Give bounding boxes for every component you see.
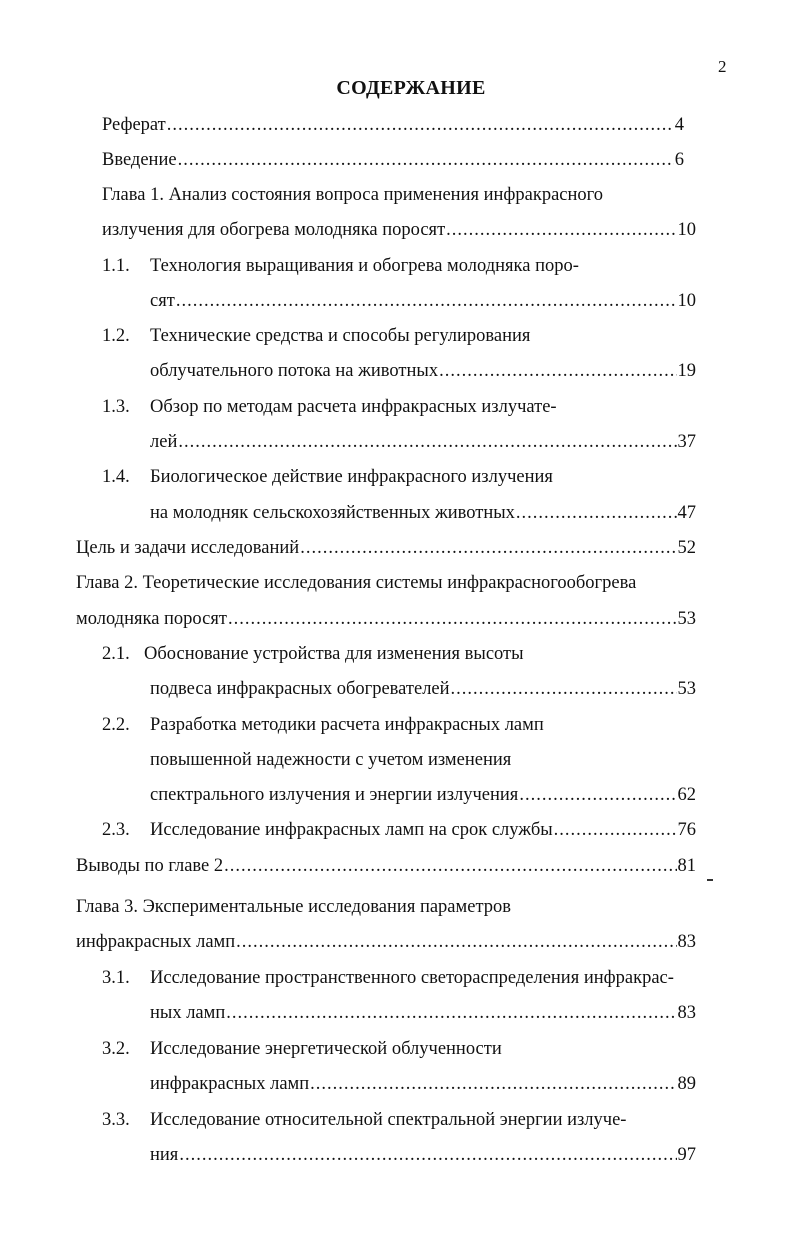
- toc-chapter-1: [102, 218, 696, 242]
- toc-entry-text: спектрального излучения и энергии излучения: [150, 785, 519, 805]
- toc-section-2-2: [150, 783, 696, 807]
- toc-entry-text: лей: [150, 432, 178, 452]
- toc-section-1-3-line1: Обзор по методам расчета инфракрасных излучате-: [150, 397, 557, 417]
- toc-section-number: 3.2.: [102, 1039, 130, 1059]
- toc-entry-text: инфракрасных ламп: [150, 1074, 310, 1094]
- toc-page-number: 89: [677, 1074, 696, 1094]
- toc-entry-text: Выводы по главе 2: [76, 856, 224, 876]
- toc-chapter-3: [76, 930, 696, 954]
- toc-leader: [516, 501, 677, 525]
- toc-entry-text: излучения для обогрева молодняка поросят: [102, 220, 446, 240]
- toc-page-number: 62: [677, 785, 696, 805]
- page-title: СОДЕРЖАНИЕ: [336, 77, 486, 99]
- toc-chapter-1-line1: Глава 1. Анализ состояния вопроса применения инфракрасного: [102, 185, 604, 205]
- toc-entry-goal: [76, 536, 696, 560]
- toc-page-number: 52: [677, 538, 696, 558]
- toc-entry-text: Реферат: [102, 115, 166, 135]
- toc-section-3-3: [150, 1143, 696, 1167]
- toc-chapter-3-line1: Глава 3. Экспериментальные исследования параметров: [76, 897, 511, 917]
- toc-section-3-1: [150, 1001, 696, 1025]
- toc-section-1-3: [150, 430, 696, 454]
- toc-section-number: 3.3.: [102, 1110, 130, 1130]
- toc-entry-text: ния: [150, 1145, 179, 1165]
- toc-page-number: 97: [677, 1145, 696, 1165]
- toc-leader: [178, 148, 674, 172]
- toc-section-2-1: [150, 677, 696, 701]
- toc-section-2-2-line2: повышенной надежности с учетом изменения: [150, 750, 512, 770]
- toc-section-1-4: [150, 501, 696, 525]
- toc-leader: [310, 1072, 676, 1096]
- toc-section-1-2-line1: Технические средства и способы регулирования: [150, 326, 531, 346]
- toc-section-2-2-line1: Разработка методики расчета инфракрасных ламп: [150, 715, 544, 735]
- toc-section-1-1: [150, 289, 696, 313]
- toc-entry-text: подвеса инфракрасных обогревателей: [150, 679, 450, 699]
- toc-page-number: 81: [677, 856, 696, 876]
- toc-entry-text: на молодняк сельскохозяйственных животных: [150, 503, 515, 523]
- toc-entry-text: молодняка поросят: [76, 609, 227, 629]
- toc-entry-text: сят: [150, 291, 175, 311]
- toc-section-1-2: [150, 359, 696, 383]
- toc-entry-text: Исследование инфракрасных ламп на срок службы: [150, 820, 553, 840]
- toc-page-number: 10: [677, 291, 696, 311]
- toc-entry-referat: [102, 113, 684, 137]
- toc-leader: [178, 430, 676, 454]
- toc-leader: [300, 536, 676, 560]
- toc-section-3-2-line1: Исследование энергетической облученности: [150, 1039, 502, 1059]
- toc-section-number: 3.1.: [102, 968, 130, 988]
- toc-section-number: 1.1.: [102, 256, 130, 276]
- toc-section-number: 1.2.: [102, 326, 130, 346]
- toc-section-3-1-line1: Исследование пространственного светораспределения инфракрас-: [150, 968, 674, 988]
- toc-entry-text: Введение: [102, 150, 177, 170]
- toc-leader: [236, 930, 676, 954]
- toc-entry-conclusions-2: [76, 854, 696, 878]
- toc-section-2-1-line1: Обоснование устройства для изменения высоты: [144, 644, 524, 664]
- toc-leader: [179, 1143, 676, 1167]
- toc-chapter-2-line1: Глава 2. Теоретические исследования системы инфракрасногообогрева: [76, 573, 637, 593]
- toc-section-number: 1.4.: [102, 467, 130, 487]
- toc-page-number: 53: [677, 609, 696, 629]
- toc-section-number: 1.3.: [102, 397, 130, 417]
- scan-mark: [707, 879, 713, 881]
- toc-chapter-2: [76, 607, 696, 631]
- toc-entry-text: ных ламп: [150, 1003, 226, 1023]
- toc-leader: [446, 218, 676, 242]
- toc-section-number: 2.2.: [102, 715, 130, 735]
- toc-page-number: 37: [677, 432, 696, 452]
- page-number: 2: [718, 57, 727, 76]
- toc-leader: [224, 854, 676, 878]
- toc-page-number: 4: [674, 115, 684, 135]
- toc-leader: [167, 113, 674, 137]
- toc-page-number: 6: [674, 150, 684, 170]
- toc-entry-text: Цель и задачи исследований: [76, 538, 300, 558]
- toc-page-number: 76: [677, 820, 696, 840]
- toc-section-3-2: [150, 1072, 696, 1096]
- toc-section-1-1-line1: Технология выращивания и обогрева молодняка поро-: [150, 256, 579, 276]
- toc-section-number: 2.1.: [102, 644, 130, 664]
- toc-leader: [226, 1001, 676, 1025]
- toc-page-number: 53: [677, 679, 696, 699]
- toc-entry-text: облучательного потока на животных: [150, 361, 439, 381]
- toc-leader: [228, 607, 677, 631]
- toc-entry-vvedenie: [102, 148, 684, 172]
- toc-leader: [519, 783, 676, 807]
- toc-section-3-3-line1: Исследование относительной спектральной энергии излуче-: [150, 1110, 627, 1130]
- toc-page-number: 10: [677, 220, 696, 240]
- toc-page-number: 19: [677, 361, 696, 381]
- toc-leader: [451, 677, 677, 701]
- toc-entry-text: инфракрасных ламп: [76, 932, 236, 952]
- toc-page-number: 47: [677, 503, 696, 523]
- toc-page-number: 83: [677, 932, 696, 952]
- toc-section-2-3: [150, 818, 696, 842]
- toc-page-number: 83: [677, 1003, 696, 1023]
- toc-leader: [439, 359, 676, 383]
- toc-leader: [176, 289, 677, 313]
- toc-leader: [554, 818, 677, 842]
- toc-section-number: 2.3.: [102, 820, 130, 840]
- toc-section-1-4-line1: Биологическое действие инфракрасного излучения: [150, 467, 553, 487]
